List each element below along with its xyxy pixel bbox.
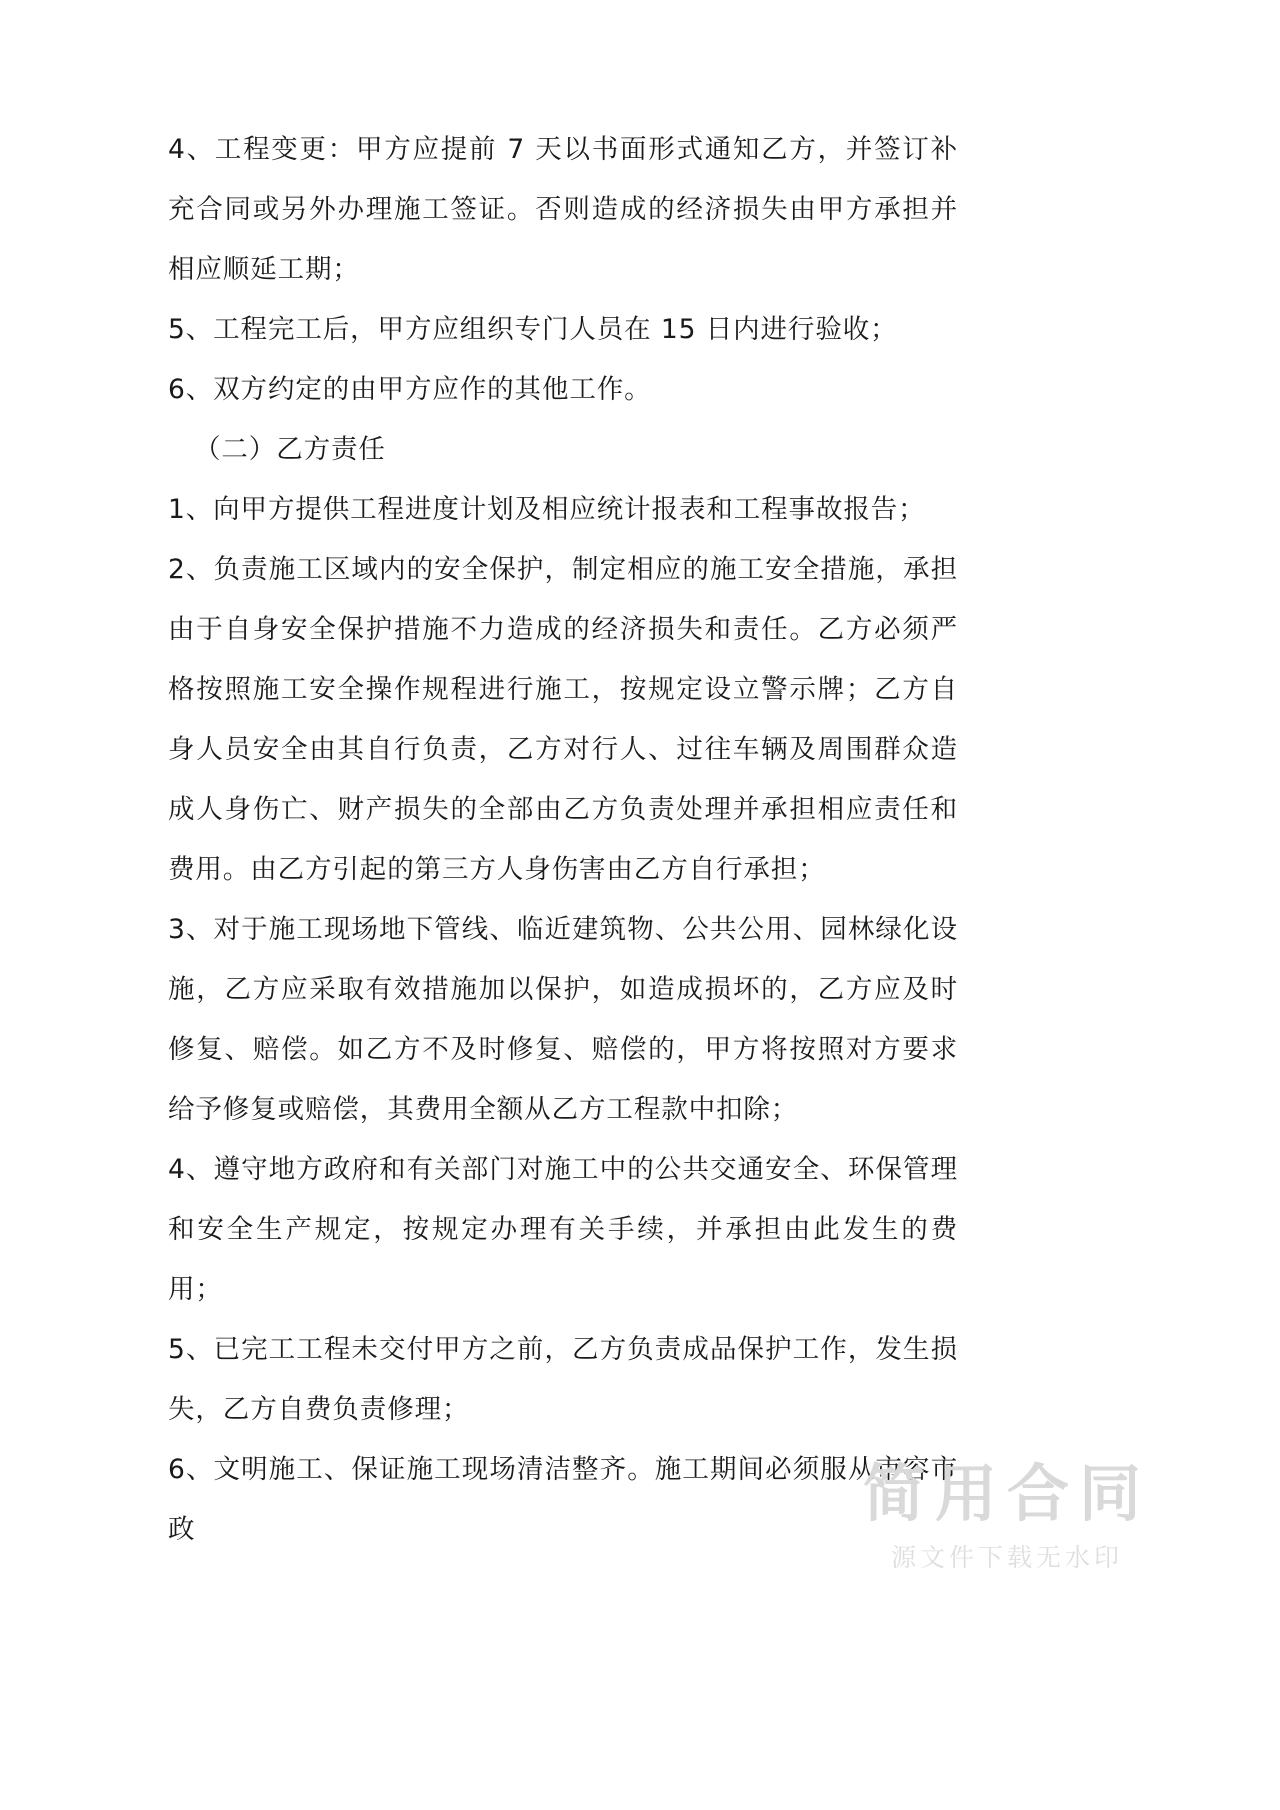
- paragraph: 1、向甲方提供工程进度计划及相应统计报表和工程事故报告；: [168, 494, 926, 525]
- watermark-sub-text: 源文件下载无水印: [890, 1543, 1123, 1572]
- document-body: [168, 120, 958, 1560]
- paragraph: 6、双方约定的由甲方应作的其他工作。: [168, 374, 652, 405]
- paragraph: 4、遵守地方政府和有关部门对施工中的公共交通安全、环保管理和安全生产规定，按规定办理有关手续，并承担由此发生的费用；: [168, 1154, 958, 1305]
- watermark-main-text: 简用合同: [862, 1456, 1151, 1530]
- paragraph: 5、工程完工后，甲方应组织专门人员在 15 日内进行验收；: [168, 314, 898, 345]
- paragraph: 2、负责施工区域内的安全保护，制定相应的施工安全措施，承担由于自身安全保护措施不力造成的经济损失和责任。乙方必须严格按照施工安全操作规程进行施工，按规定设立警示牌；乙方自身人员安全由其自行负责，乙方对行人、过往车辆及周围群众造成人身伤亡、财产损失的全部由乙方负责处理并承担相应责任和费用。由乙方引起的第三方人身伤害由乙方自行承担；: [168, 554, 958, 885]
- paragraph: 4、工程变更：甲方应提前 7 天以书面形式通知乙方，并签订补充合同或另外办理施工签证。否则造成的经济损失由甲方承担并相应顺延工期；: [168, 134, 958, 285]
- paragraph: 6、文明施工、保证施工现场清洁整齐。施工期间必须服从市容市政: [168, 1454, 958, 1545]
- paragraph: 5、已完工工程未交付甲方之前，乙方负责成品保护工作，发生损失，乙方自费负责修理；: [168, 1334, 958, 1425]
- section-heading: （二）乙方责任: [194, 434, 386, 465]
- paragraph: 3、对于施工现场地下管线、临近建筑物、公共公用、园林绿化设施，乙方应采取有效措施加以保护，如造成损坏的，乙方应及时修复、赔偿。如乙方不及时修复、赔偿的，甲方将按照对方要求给予修复或赔偿，其费用全额从乙方工程款中扣除；: [168, 914, 958, 1125]
